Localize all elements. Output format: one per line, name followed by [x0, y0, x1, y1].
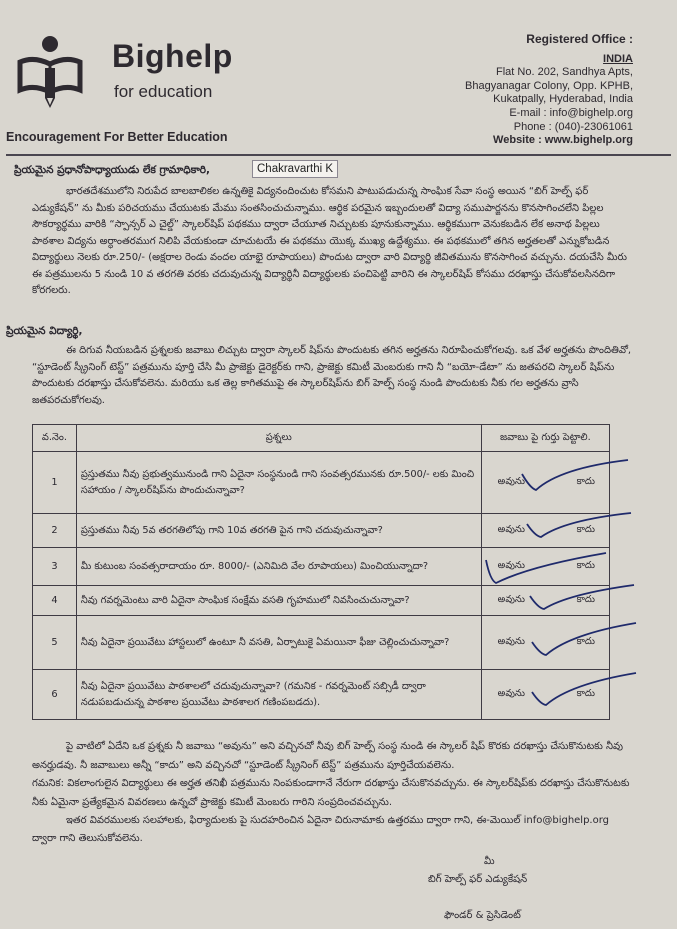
eligibility-note: పై వాటిలో ఏదేని ఒక ప్రశ్నకు నీ జవాబు “అవును” అని వచ్చినచో నీవు బిగ్ హెల్ప్ సంస్థ నుండి ఈ స్కాలర్ షిప్ కొరకు దరఖాస్తు చేసుకొనుటకు నీవు అనర్హుడవు. నీ జవాబులు అన్నీ “కాదు” అని వచ్చినచో “స్టూడెంట్ స్క్రీనింగ్ టెస్ట్” పత్రమును పూర్తిచేయవలెను. [32, 741, 624, 771]
no-option[interactable]: కాదు [576, 560, 595, 571]
answer-cell[interactable] [481, 452, 609, 514]
tagline: Encouragement For Better Education [6, 130, 228, 144]
row-question: మీ కుటుంబ సంవత్సరాదాయం రూ. 8000/- (ఎనిమిది వేల రూపాయలు) మించియున్నాదా? [76, 548, 481, 586]
row-question: ప్రస్తుతము నీవు ప్రభుత్వమునుండి గాని ఏదైనా సంస్థనుండి గాని సంవత్సరమునకు రూ.500/- లకు మించి సహాయం / స్కాలర్‌షిప్‌ను పొందుచున్నావా? [76, 452, 481, 514]
table-row [33, 616, 610, 670]
office-email: E-mail : info@bighelp.org [509, 106, 633, 119]
signature-title: ఫౌండర్ & ప్రెసిడెంట్ [444, 910, 521, 921]
table-row [33, 548, 610, 586]
book-pencil-logo-icon [14, 28, 98, 112]
no-option[interactable]: కాదు [576, 594, 595, 605]
row-question: నీవు ఏదైనా ప్రయివేటు పాఠశాలలో చదువుచున్నావా? (గమనిక - గవర్నమెంట్ సబ్సిడీ ద్వారా నడుపబడుచున్న పాఠశాల ప్రయివేటు పాఠశాలగ గణింపబడదు). [76, 670, 481, 720]
row-question: నీవు ఏదైనా ప్రయివేటు హాస్టలులో ఉంటూ నీ వసతి, ఏర్పాటుకై ఏమయినా ఫీజు చెల్లించుచున్నావా? [76, 616, 481, 670]
table-header-row [33, 425, 610, 452]
yes-option[interactable]: అవును [497, 636, 525, 647]
signature-mee: మీ [484, 856, 495, 867]
eligibility-table [32, 424, 610, 720]
table-row [33, 670, 610, 720]
table-row [33, 514, 610, 548]
yes-option[interactable]: అవును [497, 524, 525, 535]
instructions-block [32, 738, 632, 812]
answer-cell[interactable] [481, 586, 609, 616]
intro-paragraph: భారతదేశములోని నిరుపేద బాలబాలికల ఉన్నతికై విద్యనందించుట కోసమని పాటుపడుచున్న సాంఘిక సేవా సంస్థ అయిన “బిగ్ హెల్ప్ ఫర్ ఎడ్యుకేషన్” ను మీకు పరిచయము చేయుటకు మేము సంతసించుచున్నాము. ఆర్థిక పరమైన ఇబ్బందులతో విద్యా సముపార్జనను కొనసాగించలేని పిల్లల సౌకర్యార్థము వారికి “స్పాన్సర్ ఎ చైల్డ్” స్కాలర్‌షిప్ పథకము ద్వారా చేయూత నిచ్చుటకు పూనుకున్నాము. ఆర్థికముగా వెనుకబడిన లేక అనాథ పిల్లలు పాఠశాల విద్యను అర్ధాంతరముగ నిలిపి వేయకుండా చూచుటయే ఈ పథకము యొక్క ముఖ్య ఉద్దేశ్యము. ఈ పథకములో తగిన అర్హతలతో ఎన్నుకోబడిన విద్యార్థులు నెలకు రూ.250/- (అక్షరాల రెండు వందల యాభై రూపాయలు) పొందుట ద్వారా వారి విద్యార్థి జీవితమును కొనసాగించ వచ్చును. దయచేసి మీరు ఈ పత్రములను 5 నుండి 10 వ తరగతి వరకు చదువుచున్న విద్యార్థినీ విద్యార్థులకు పంచిపెట్టి వారిని ఈ స్కాలర్‌షిప్ కోసము దరఖాస్తు చేసుకోవలసినదిగా కోరగలరు. [32, 186, 627, 296]
row-number: 1 [33, 452, 77, 514]
brand-subtitle: for education [114, 82, 213, 101]
row-number: 4 [33, 586, 77, 616]
no-option[interactable]: కాదు [576, 636, 595, 647]
answer-cell[interactable] [481, 616, 609, 670]
office-address-line: Flat No. 202, Sandhya Apts, [496, 66, 633, 79]
row-number: 2 [33, 514, 77, 548]
name-stamp: Chakravarthi K [252, 160, 338, 178]
office-address-line: Bhagyanagar Colony, Opp. KPHB, [465, 79, 633, 92]
col-header-no: వ.నెం. [33, 425, 77, 452]
greeting-student: ప్రియమైన విద్యార్థి, [6, 325, 83, 337]
student-paragraph: ఈ దిగువ నీయబడిన ప్రశ్నలకు జవాబు లిచ్చుట ద్వారా స్కాలర్ షిప్‌ను పొందుటకు తగిన అర్హతను నిరూపించుకోగలవు. ఒక వేళ అర్హతను పొందితివో, “స్టూడెంట్ స్క్రీనింగ్ టెస్ట్” పత్రమును పూర్తి చేసి మీ ప్రాజెక్టు డైరెక్టర్‌కు గాని, ప్రాజెక్టు కమిటీ మెంబరుకు గాని నీ “బయో-డేటా” ను జతపరచి స్కాలర్ షిప్‌ను పొందుటకు దరఖాస్తు చేసుకోవలెను. మరియు ఒక తెల్ల కాగితముపై ఈ స్కాలర్‌షిప్‌ను బిగ్ హెల్ప్ సంస్థ నుండి పొందుటకు నీకు గల అర్హతను వ్రాసి జతపరచుకోగలవు. [32, 345, 632, 406]
disabled-students-note: గమనిక: వికలాంగులైన విద్యార్థులు ఈ అర్హత తనిఖీ పత్రమును నింపకుండాగానే నేరుగా దరఖాస్తు చేసుకొనవచ్చును. ఈ స్కాలర్‌షిప్‌కు దరఖాస్తు చేసుకొనుటకు నీకు ఏమైనా ప్రత్యేకమైన వివరణలు ఉన్నచో ప్రాజెక్టు కమిటీ మెంబరు గారిని సంప్రదించవచ్చును. [32, 778, 630, 808]
table-row [33, 452, 610, 514]
header-divider [6, 154, 671, 156]
office-phone: Phone : (040)-23061061 [513, 120, 633, 133]
no-option[interactable]: కాదు [576, 476, 595, 487]
signature-org: బిగ్ హెల్ప్ ఫర్ ఎడ్యుకేషన్ [428, 874, 528, 885]
row-number: 3 [33, 548, 77, 586]
col-header-answer: జవాబు పై గుర్తు పెట్టాలి. [481, 425, 609, 452]
answer-cell[interactable] [481, 514, 609, 548]
no-option[interactable]: కాదు [576, 524, 595, 535]
office-country: INDIA [603, 52, 633, 65]
row-number: 5 [33, 616, 77, 670]
answer-cell[interactable] [481, 670, 609, 720]
yes-option[interactable]: అవును [497, 476, 525, 487]
table-row [33, 586, 610, 616]
yes-option[interactable]: అవును [497, 594, 525, 605]
registered-office-block [465, 33, 633, 148]
office-address-line: Kukatpally, Hyderabad, India [493, 93, 633, 106]
col-header-questions: ప్రశ్నలు [76, 425, 481, 452]
contact-paragraph: ఇతర వివరములకు సలహాలకు, ఫిర్యాదులకు పై సుదహరించిన ఏదైనా చిరునామాకు ఉత్తరము ద్వారా గాని, ఈ-మెయిల్ info@bighelp.org ద్వారా గాని తెలుసుకోవలెను. [32, 815, 610, 844]
row-question: నీవు గవర్నమెంటు వారి ఏదైనా సాంఘిక సంక్షేమ వసతి గృహములో నివసించుచున్నావా? [76, 586, 481, 616]
brand-name: Bighelp [112, 38, 233, 74]
greeting-headmaster: ప్రియమైన ప్రధానోపాధ్యాయుడు లేక గ్రామాధికారి, [14, 164, 211, 176]
row-question: ప్రస్తుతము నీవు 5వ తరగతిలోపు గాని 10వ తరగతి పైన గాని చదువుచున్నావా? [76, 514, 481, 548]
yes-option[interactable]: అవును [497, 688, 525, 699]
row-number: 6 [33, 670, 77, 720]
office-website: Website : www.bighelp.org [493, 134, 633, 147]
yes-option[interactable]: అవును [497, 560, 525, 571]
answer-cell[interactable] [481, 548, 609, 586]
no-option[interactable]: కాదు [576, 688, 595, 699]
office-heading: Registered Office : [526, 32, 633, 46]
